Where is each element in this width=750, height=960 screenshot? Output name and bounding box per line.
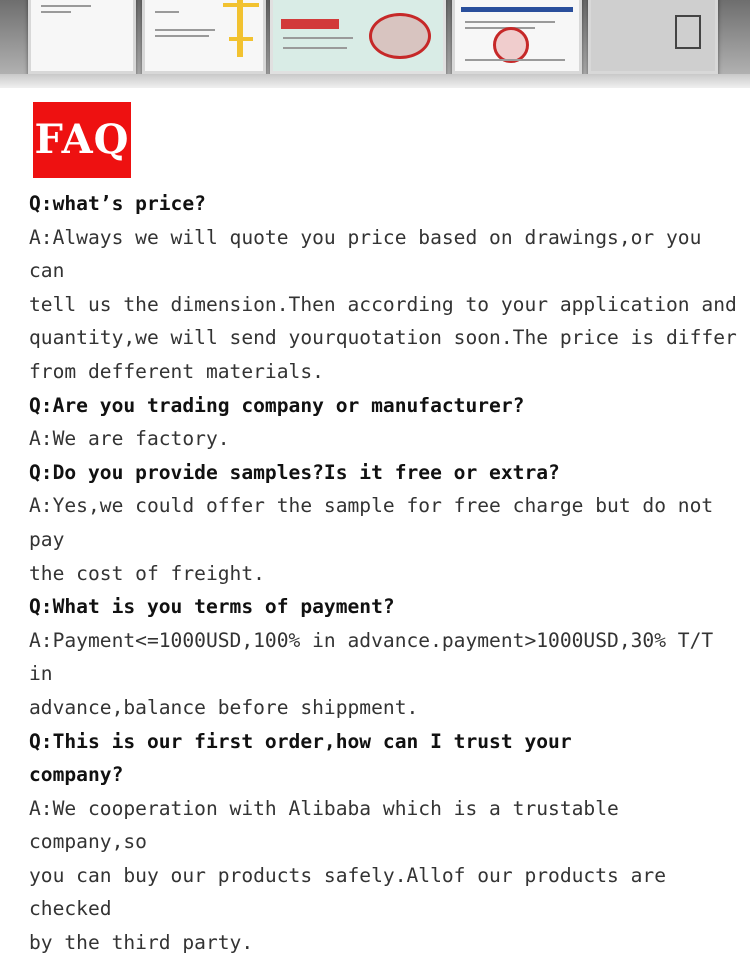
faq-answer-line: you can buy our products safely.Allof our products are checked [29, 863, 678, 921]
certificate-image [142, 0, 266, 74]
certificate-image [588, 0, 718, 74]
faq-answer-line: tell us the dimension.Then according to your application and [29, 292, 737, 316]
faq-answer-line: A:Payment<=1000USD,100% in advance.payment>1000USD,30% T/T in [29, 628, 725, 686]
faq-answer-line: advance,balance before shippment. [29, 695, 419, 719]
faq-question: company? [29, 763, 124, 787]
faq-question: Q:what’s price? [29, 192, 206, 215]
faq-question: Q:Do you provide samples?Is it free or extra? [29, 460, 560, 484]
faq-answer-line: from defferent materials. [29, 359, 324, 383]
faq-question: Q:This is our first order,how can I trust your [29, 729, 572, 753]
faq-list [29, 187, 744, 960]
faq-question: Q:What is you terms of payment? [29, 595, 395, 619]
certificate-image [452, 0, 582, 74]
certificates-banner [0, 0, 750, 88]
faq-answer-line: A:We are factory. [29, 427, 230, 451]
faq-question: Q:Are you trading company or manufacturer? [29, 393, 525, 417]
faq-badge-label: FAQ [34, 116, 130, 163]
faq-answer-line: quantity,we will send yourquotation soon.The price is differ [29, 326, 737, 350]
faq-answer-line: A:We cooperation with Alibaba which is a trustable company,so [29, 796, 631, 854]
faq-answer-line: A:Always we will quote you price based on drawings,or you can [29, 225, 714, 283]
certificate-image [28, 0, 136, 74]
faq-answer-line: the cost of freight. [29, 561, 265, 585]
faq-badge [33, 102, 131, 178]
faq-answer-line: A:Yes,we could offer the sample for free charge but do not pay [29, 494, 725, 551]
faq-answer-line: by the third party. [29, 931, 254, 955]
certificate-image [270, 0, 446, 74]
